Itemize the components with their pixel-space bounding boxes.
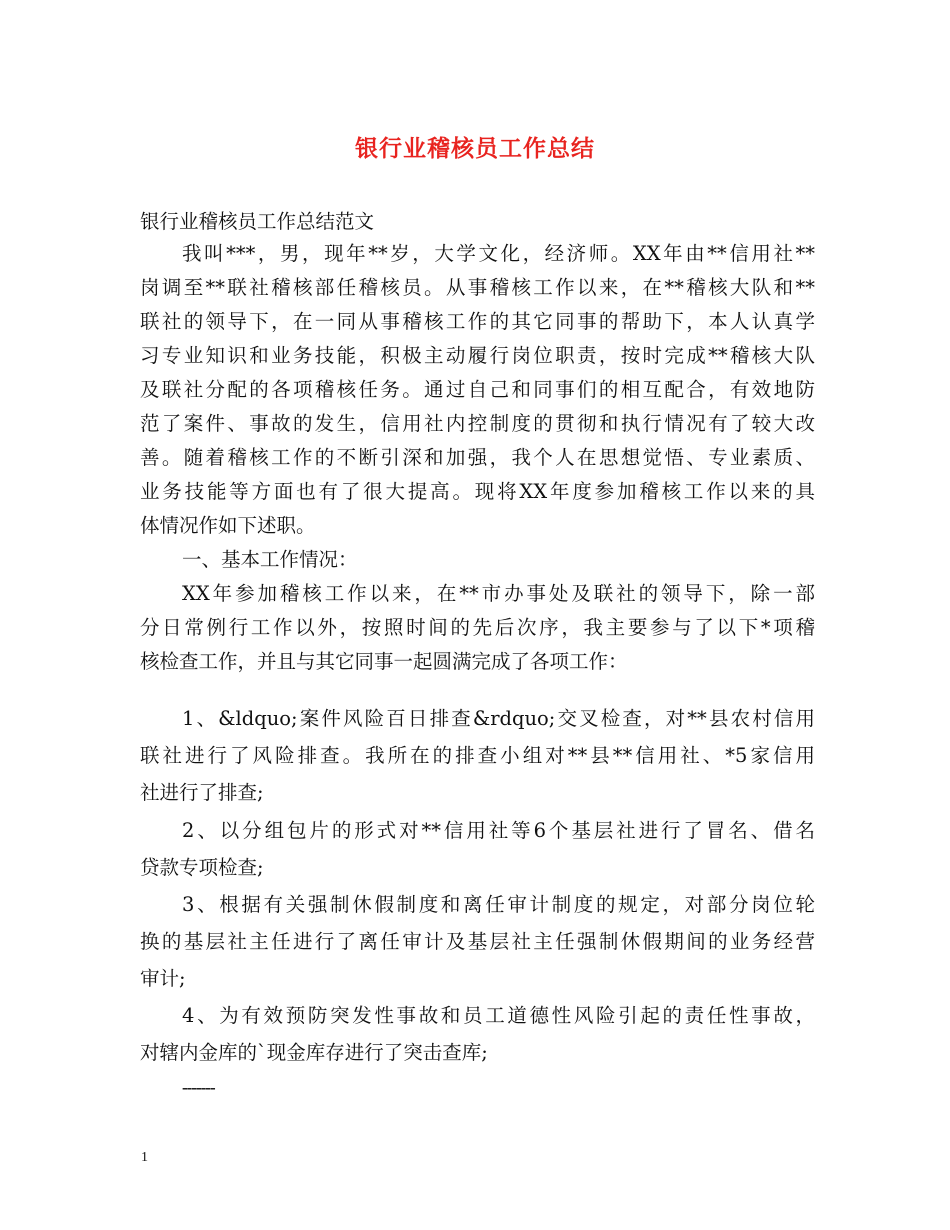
document-subtitle: 银行业稽核员工作总结范文 [140,210,375,233]
separator-dashes: ------- [182,1078,215,1097]
list-item-line: 3、根据有关强制休假制度和离任审计制度的规定，对部分岗位轮 [182,893,815,916]
list-item-line: 社进行了排查; [140,781,264,804]
paragraph-line: 及联社分配的各项稽核任务。通过自己和同事们的相互配合，有效地防 [140,378,815,401]
list-item-line: 4、为有效预防突发性事故和员工道德性风险引起的责任性事故， [182,1004,815,1027]
paragraph-line: 业务技能等方面也有了很大提高。现将XX年度参加稽核工作以来的具 [140,480,815,503]
paragraph-line: 我叫***，男，现年**岁，大学文化，经济师。XX年由**信用社** [182,242,815,265]
paragraph-line: 分日常例行工作以外，按照时间的先后次序，我主要参与了以下*项稽 [140,616,815,639]
section-heading: 一、基本工作情况： [182,548,358,571]
page-number: 1 [141,1150,148,1165]
list-item-line: 审计; [140,967,186,990]
paragraph-line: 习专业知识和业务技能，积极主动履行岗位职责，按时完成**稽核大队 [140,344,815,367]
paragraph-line: 范了案件、事故的发生，信用社内控制度的贯彻和执行情况有了较大改 [140,412,815,435]
paragraph-line: 体情况作如下述职。 [140,514,316,537]
paragraph-line: 岗调至**联社稽核部任稽核员。从事稽核工作以来，在**稽核大队和** [140,276,815,299]
list-item-line: 2、以分组包片的形式对**信用社等6个基层社进行了冒名、借名 [182,819,815,842]
paragraph-line: 联社的领导下，在一同从事稽核工作的其它同事的帮助下，本人认真学 [140,310,815,333]
document-title: 银行业稽核员工作总结 [355,135,595,162]
list-item-line: 换的基层社主任进行了离任审计及基层社主任强制休假期间的业务经营 [140,930,815,953]
list-item-line: 1、&ldquo;案件风险百日排查&rdquo;交叉检查，对**县农村信用 [182,707,815,730]
list-item-line: 联社进行了风险排查。我所在的排查小组对**县**信用社、*5家信用 [140,744,815,767]
paragraph-line: XX年参加稽核工作以来，在**市办事处及联社的领导下，除一部 [182,582,815,605]
list-item-line: 贷款专项检查; [140,856,264,879]
paragraph-line: 核检查工作，并且与其它同事一起圆满完成了各项工作： [140,650,628,673]
paragraph-line: 善。随着稽核工作的不断引深和加强，我个人在思想觉悟、专业素质、 [140,446,815,469]
list-item-line: 对辖内金库的`现金库存进行了突击查库; [140,1041,488,1064]
